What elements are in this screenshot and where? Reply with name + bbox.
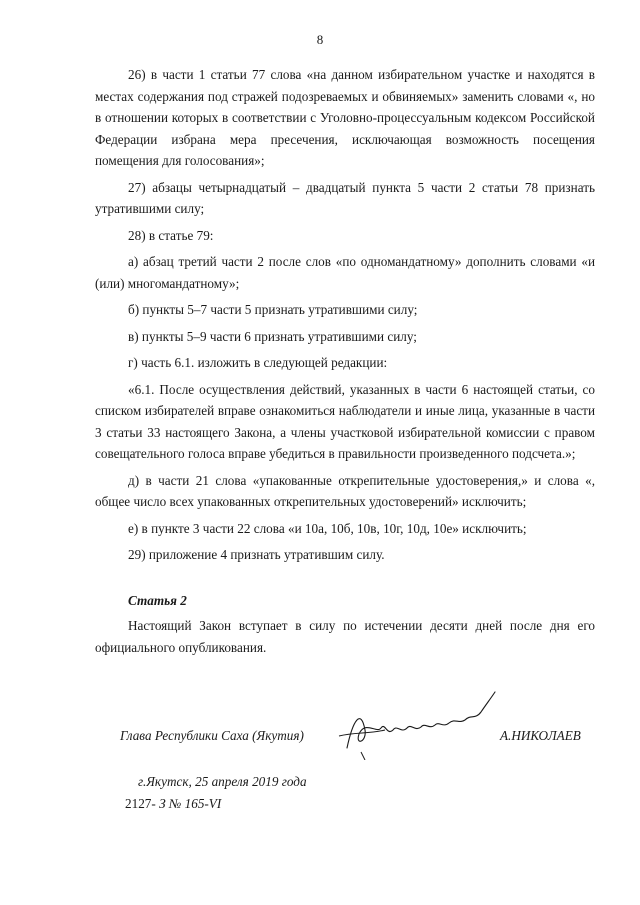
signatory-name: А.НИКОЛАЕВ bbox=[500, 728, 581, 743]
signatory-title: Глава Республики Саха (Якутия) bbox=[120, 728, 304, 743]
paragraph-28a: а) абзац третий части 2 после слов «по одномандатному» дополнить словами «и (или) многомандатному»; bbox=[95, 254, 595, 291]
paragraph-26: 26) в части 1 статьи 77 слова «на данном избирательном участке и находятся в местах содержания под стражей подозреваемых и обвиняемых» заменить словами «, но в отношении которых в соответствии с Уголовно-процессуальным кодексом Российской Федерации избрана мера пресечения, исключающая возможность посещения помещения для голосования»; bbox=[95, 67, 595, 168]
paragraph-28b: б) пункты 5–7 части 5 признать утратившими силу; bbox=[128, 302, 418, 317]
paragraph-28e: е) в пункте 3 части 22 слова «и 10а, 10б, 10в, 10г, 10д, 10е» исключить; bbox=[128, 520, 527, 536]
paragraph-28v: в) пункты 5–9 части 6 признать утратившими силу; bbox=[128, 328, 417, 344]
page-number: 8 bbox=[316, 32, 324, 47]
registration-prefix: 2127- bbox=[125, 796, 156, 811]
paragraph-6-1-text: «6.1. После осуществления действий, указанных в части 6 настоящей статьи, со списком избирателей вправе ознакомиться наблюдатели и иные лица, указанные в части 3 статьи 33 настоящего Закона, а члены участковой избирательной комиссии с правом совещательного голоса вправе убедиться в правильности произведенного подсчета.»; bbox=[95, 381, 595, 461]
document-body bbox=[95, 64, 595, 663]
registration-number bbox=[125, 796, 221, 812]
registration-law-number: З № 165-VI bbox=[159, 796, 222, 811]
paragraph-28g: г) часть 6.1. изложить в следующей редакции: bbox=[128, 355, 388, 370]
paragraph-29: 29) приложение 4 признать утратившим силу. bbox=[128, 547, 385, 562]
paragraph-27: 27) абзацы четырнадцатый – двадцатый пункта 5 части 2 статьи 78 признать утратившими силу; bbox=[95, 179, 595, 216]
place-and-date: г.Якутск, 25 апреля 2019 года bbox=[138, 774, 307, 789]
paragraph-28: 28) в статье 79: bbox=[128, 227, 214, 243]
article-2-heading: Статья 2 bbox=[128, 592, 187, 608]
article-2-text: Настоящий Закон вступает в силу по истечении десяти дней после дня его официального опубликования. bbox=[95, 618, 595, 655]
paragraph-28d: д) в части 21 слова «упакованные открепительные удостоверения,» и слова «, общее число всех упакованных открепительных удостоверений» исключить; bbox=[95, 472, 595, 509]
handwritten-signature bbox=[325, 690, 505, 760]
